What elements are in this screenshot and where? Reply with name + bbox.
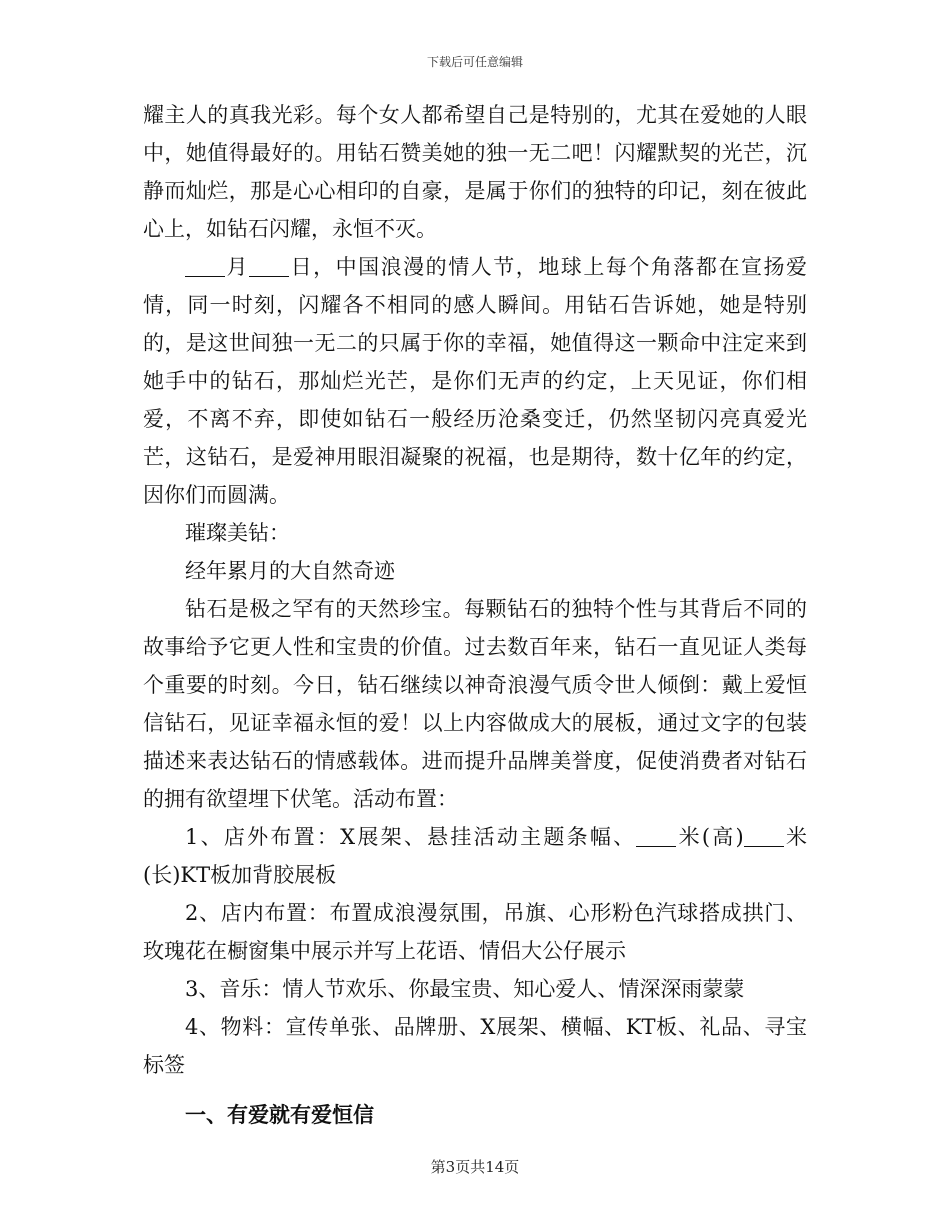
list-item-1-number: 1、 — [185, 825, 224, 849]
paragraph-5: 钻石是极之罕有的天然珍宝。每颗钻石的独特个性与其背后不同的故事给予它更人性和宝贵的价值。过去数百年来，钻石一直见证人类每个重要的时刻。今日，钻石继续以神奇浪漫气质令世人倾倒：戴上爱恒信钻石，见证幸福永恒的爱！以上内容做成大的展板，通过文字的包装描述来表达钻石的情感载体。进而提升品牌美誉度，促使消费者对钻石的拥有欲望埋下伏笔。活动布置： — [143, 597, 807, 811]
list-item-1 — [143, 818, 807, 894]
list-item-2-number: 2、 — [185, 901, 221, 925]
paragraph-2 — [143, 248, 807, 514]
page-footer: 第3页共14页 — [430, 1158, 520, 1176]
page-header: 下载后可任意编辑 — [426, 55, 523, 69]
length-blank — [744, 825, 784, 847]
list-item-4 — [143, 1008, 807, 1084]
paragraph-2-month: 月 — [225, 255, 250, 279]
height-blank — [636, 825, 676, 847]
paragraph-1: 耀主人的真我光彩。每个女人都希望自己是特别的，尤其在爱她的人眼中，她值得最好的。用钻石赞美她的独一无二吧！闪耀默契的光芒，沉静而灿烂，那是心心相印的自豪，是属于你们的独特的印记，刻在彼此心上，如钻石闪耀，永恒不灭。 — [143, 103, 807, 241]
list-item-3-text: 音乐：情人节欢乐、你最宝贵、知心爱人、情深深雨蒙蒙 — [219, 977, 745, 1001]
list-item-2 — [143, 894, 807, 970]
date-blank-day — [249, 255, 289, 277]
list-item-4-text: 物料：宣传单张、品牌册、X展架、横幅、KT板、礼品、寻宝标签 — [143, 1015, 807, 1077]
list-item-4-number: 4、 — [185, 1015, 221, 1039]
document-body — [143, 96, 807, 1134]
list-item-1-text-a: 店外布置：X展架、悬挂活动主题条幅、 — [223, 825, 637, 849]
paragraph-4: 经年累月的大自然奇迹 — [185, 559, 395, 583]
list-item-1-text-b: 米(高) — [676, 825, 744, 849]
date-blank-month — [185, 255, 225, 277]
list-item-3-number: 3、 — [185, 977, 220, 1001]
section-heading: 一、有爱就有爱恒信 — [185, 1102, 374, 1127]
list-item-3 — [143, 970, 807, 1008]
paragraph-3: 璀璨美钻： — [185, 521, 290, 545]
list-item-1-text-c: 米(长)KT板加背胶展板 — [143, 825, 808, 887]
list-item-2-text: 店内布置：布置成浪漫氛围，吊旗、心形粉色汽球搭成拱门、玫瑰花在橱窗集中展示并写上花语、情侣大公仔展示 — [143, 901, 807, 963]
paragraph-2-text: 日，中国浪漫的情人节，地球上每个角落都在宣扬爱情，同一时刻，闪耀各不相同的感人瞬间。用钻石告诉她，她是特别的，是这世间独一无二的只属于你的幸福，她值得这一颗命中注定来到她手中的钻石，那灿烂光芒，是你们无声的约定，上天见证，你们相爱，不离不弃，即使如钻石一般经历沧桑变迁，仍然坚韧闪亮真爱光芒，这钻石，是爱神用眼泪凝聚的祝福，也是期待，数十亿年的约定，因你们而圆满。 — [143, 255, 808, 507]
